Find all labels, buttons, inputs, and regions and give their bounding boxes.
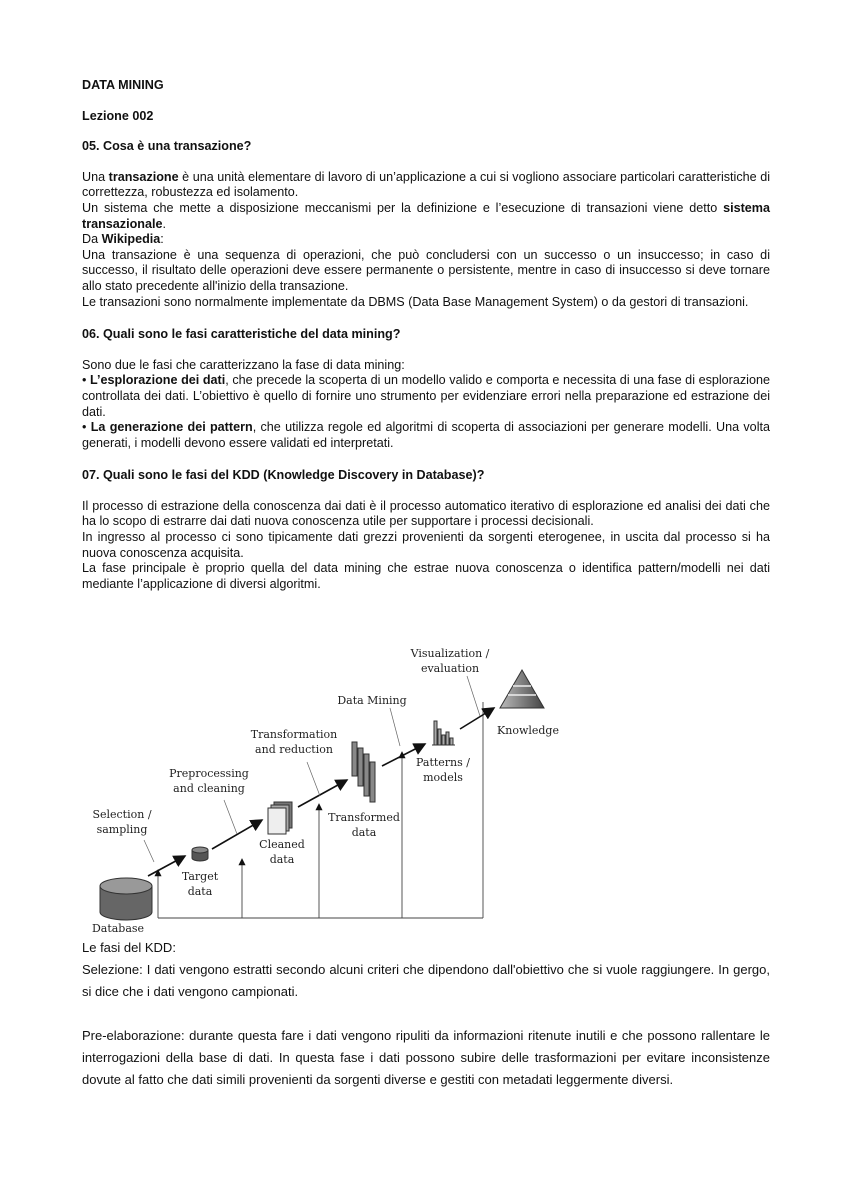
patterns-icon: [432, 721, 455, 745]
label-transformation: Transformation and reduction: [250, 728, 338, 756]
knowledge-pyramid-icon: [500, 670, 544, 708]
q06-bullet-2: • La generazione dei pattern, che utilizza regole ed algoritmi di scoperta di associazioni per generare modelli. Una volta generati, i modelli devono essere validati ed interpretati.: [82, 420, 770, 450]
q07-p2: In ingresso al processo ci sono tipicamente dati grezzi provenienti da sorgenti eterogenee, in uscita dal processo si ha nuova conoscenza acquisita.: [82, 530, 770, 560]
q06-intro: Sono due le fasi che caratterizzano la fase di data mining:: [82, 357, 405, 372]
q06-heading: 06. Quali sono le fasi caratteristiche del data mining?: [82, 327, 401, 342]
q05-p3: Da Wikipedia:: [82, 232, 164, 247]
phase-pre-elaborazione: Pre-elaborazione: durante questa fare i dati vengono ripuliti da informazioni ritenute inutili e che possono rallentare le interrogazioni della base di dati. In questa fase i dati possono subire delle trasformazioni per evitare inconsistenze dovute al fatto che dati simili provenienti da sorgenti diverse e gestiti con metadati leggermente diversi.: [82, 1028, 770, 1087]
cleaned-data-icon: [268, 802, 292, 834]
transformed-data-icon: [352, 742, 375, 802]
q06-bullet-1: • L’esplorazione dei dati, che precede la scoperta di un modello valido e comporta e necessita di una fase di esplorazione controllata dei dati. L’obiettivo è quello di fornire uno strumento per evidenziare errori nella preparazione ed estrazione dei dati.: [82, 373, 770, 419]
phase-selezione: Selezione: I dati vengono estratti secondo alcuni criteri che dipendono dall'obiettivo che si vuole raggiungere. In gergo, si dice che i dati vengono campionati.: [82, 962, 770, 999]
kdd-diagram: [82, 644, 582, 936]
q05-p4: Una transazione è una sequenza di operazioni, che può concludersi con un successo o un insuccesso; in caso di successo, il risultato delle operazioni deve essere permanente o persistente, mentre in caso di insuccesso si deve tornare allo stato precedente all'inizio della transazione.: [82, 247, 770, 293]
document-body: [82, 78, 770, 592]
q06-answer: [82, 358, 770, 452]
doc-title: DATA MINING: [82, 78, 164, 92]
target-data-icon: [192, 847, 208, 861]
kdd-phases-heading: Le fasi del KDD:: [82, 940, 176, 955]
label-knowledge: Knowledge: [497, 724, 559, 737]
label-preprocessing: Preprocessing and cleaning: [169, 767, 249, 795]
label-data-mining: Data Mining: [337, 694, 407, 707]
q05-heading: 05. Cosa è una transazione?: [82, 139, 252, 154]
label-selection: Selection / sampling: [92, 808, 152, 836]
lesson-label: Lezione 002: [82, 108, 154, 123]
q07-heading: 07. Quali sono le fasi del KDD (Knowledge Discovery in Database)?: [82, 468, 485, 483]
kdd-phases-section: [82, 937, 770, 1091]
q05-p2: Un sistema che mette a disposizione meccanismi per la definizione e l’esecuzione di transazioni viene detto sistema transazionale.: [82, 200, 770, 231]
database-icon: [100, 878, 152, 920]
label-patterns: Patterns / models: [415, 756, 471, 784]
label-cleaned: Cleaned data: [259, 838, 305, 866]
q05-answer: [82, 170, 770, 310]
label-database: Database: [91, 922, 145, 935]
q07-answer: [82, 499, 770, 593]
q05-p1: Una transazione è una unità elementare di lavoro di un’applicazione a cui si vogliono associare particolari caratteristiche di correttezza, robustezza ed isolamento.: [82, 169, 770, 200]
q07-p3: La fase principale è proprio quella del data mining che estrae nuova conoscenza o identifica pattern/modelli nei dati mediante l’applicazione di diversi algoritmi.: [82, 561, 770, 591]
label-target: Target data: [181, 870, 219, 898]
label-transformed: Transformed data: [328, 811, 400, 839]
q07-p1: Il processo di estrazione della conoscenza dai dati è il processo automatico iterativo di esplorazione ed analisi dei dati che ha lo scopo di estrarre dai dati nuova conoscenza utile per supportare i processi decisionali.: [82, 498, 770, 529]
q05-p5: Le transazioni sono normalmente implementate da DBMS (Data Base Management System) o da gestori di transazioni.: [82, 294, 749, 309]
label-visualization: Visualization / evaluation: [410, 647, 490, 675]
